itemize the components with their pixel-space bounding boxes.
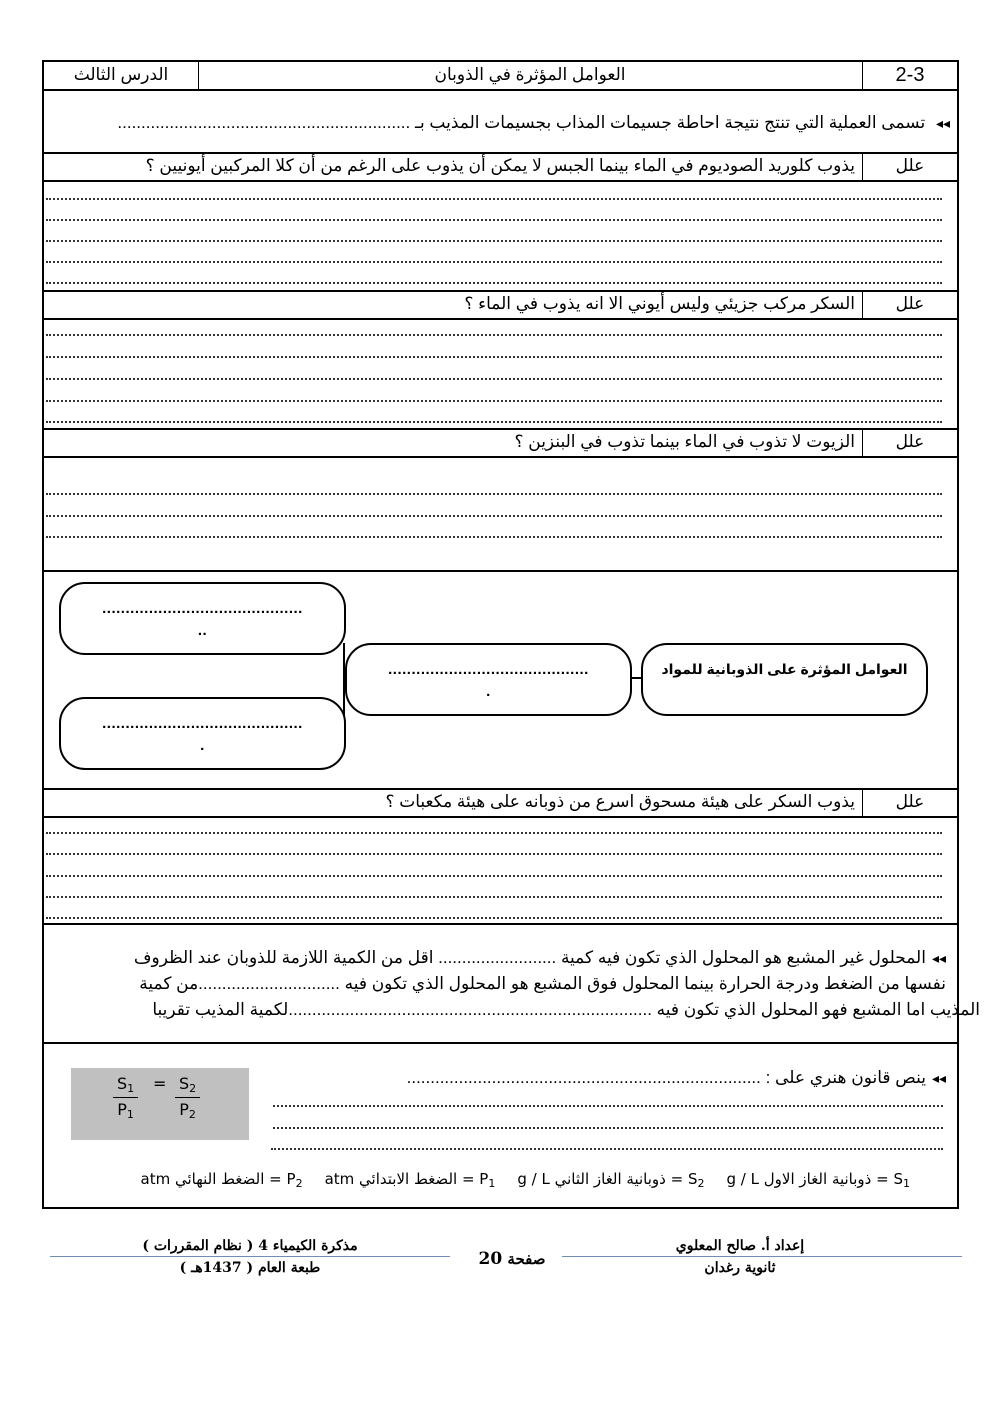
henry-law-prompt: [407, 1068, 946, 1088]
legend-item-p2: $P_2$ = الضغط النهائي atm: [140, 1170, 303, 1190]
lesson-number: 2-3: [895, 64, 925, 86]
legend-item-s1: $S_1$ = ذوبانية الغاز الاول g / L: [726, 1170, 910, 1190]
diagram-root-label: العوامل المؤثرة على الذوبانية للمواد: [661, 661, 908, 677]
footer-author: إعداد أ. صالح المعلوي: [675, 1238, 805, 1254]
answer-line: [46, 198, 942, 200]
answer-line: [46, 240, 942, 242]
section-divider: [42, 318, 959, 320]
paragraph-line-1: [134, 948, 946, 968]
double-arrow-bullet-icon: ◂◂: [935, 115, 950, 131]
fraction-s1-p1: $\frac{S_1}{P_1}$: [113, 1074, 138, 1121]
paragraph-text: المحلول غير المشبع هو المحلول الذي تكون فيه كمية ......................... اقل من الكمية اللازمة للذوبان عند الظروف: [133, 948, 926, 967]
henry-variables-legend: [90, 1170, 910, 1192]
answer-line: [46, 493, 942, 495]
diagram-root-node: [641, 643, 928, 716]
blank-dots: ...........................................: [102, 600, 303, 617]
answer-line: [273, 1127, 943, 1129]
blank-dots: ..: [197, 622, 208, 639]
header-divider: [42, 89, 959, 91]
answer-line: [46, 378, 942, 380]
double-arrow-bullet-icon: ◂◂: [931, 1070, 946, 1086]
section-divider: [42, 1042, 959, 1044]
answer-line: [46, 896, 942, 898]
blank-dots: .: [486, 683, 491, 700]
page-number: 20: [478, 1249, 503, 1269]
diagram-top-left-node[interactable]: [59, 582, 346, 655]
answer-line: [46, 875, 942, 877]
footer-rule-right: [562, 1256, 962, 1257]
fraction-s2-p2: $\frac{S_2}{P_2}$: [175, 1074, 200, 1121]
question-4-label: علل: [895, 792, 925, 811]
answer-line: [46, 334, 942, 336]
lesson-label: الدرس الثالث: [73, 65, 169, 84]
paragraph-line-3: المذيب اما المشبع فهو المحلول الذي تكون فيه .............................................................................لكمية المذيب تقريبا: [152, 1000, 980, 1019]
blank-dots: .: [200, 737, 205, 754]
question-1-label: علل: [895, 156, 925, 175]
section-divider: [42, 923, 959, 925]
answer-line: [46, 917, 942, 919]
question-1-text: يذوب كلوريد الصوديوم في الماء بينما الجبس لا يمكن أن يذوب على الرغم من أن كلا المركبين أيونيين ؟: [145, 156, 855, 175]
answer-line: [271, 1148, 943, 1150]
diagram-middle-node[interactable]: [345, 643, 632, 716]
section-divider: [42, 290, 959, 292]
section-divider: [42, 788, 959, 790]
page-title: العوامل المؤثرة في الذوبان: [434, 65, 626, 84]
section-divider: [42, 816, 959, 818]
blank-dots: ...........................................: [102, 715, 303, 732]
footer-page: [462, 1249, 562, 1269]
question-3-label: علل: [895, 432, 925, 451]
answer-line: [46, 536, 942, 538]
section-divider: [42, 428, 959, 430]
question-2-label: علل: [895, 294, 925, 313]
paragraph-line-2: نفسها من الضغط ودرجة الحرارة بينما المحلول فوق المشبع هو المحلول الذي تكون فيه ..............................من كمية: [139, 974, 946, 993]
answer-line: [46, 261, 942, 263]
henry-law-formula: [71, 1068, 249, 1140]
answer-line: [46, 219, 942, 221]
page-label: صفحة: [507, 1250, 546, 1268]
section-divider: [42, 570, 959, 572]
answer-line: [46, 832, 942, 834]
equals-sign: =: [153, 1074, 167, 1093]
footer-book-title: مذكرة الكيمياء 4 ( نظام المقررات ): [142, 1238, 358, 1254]
question-3-text: الزيوت لا تذوب في الماء بينما تذوب في البنزين ؟: [514, 432, 855, 451]
double-arrow-bullet-icon: ◂◂: [931, 950, 946, 966]
intro-question-text: تسمى العملية التي تنتج نتيجة احاطة جسيمات المذاب بجسيمات المذيب بـ ..............................................................: [117, 113, 926, 132]
answer-line: [46, 515, 942, 517]
answer-line: [46, 400, 942, 402]
section-divider: [42, 456, 959, 458]
footer-school: ثانوية رغدان: [704, 1260, 776, 1276]
question-4-text: يذوب السكر على هيئة مسحوق اسرع من ذوبانه على هيئة مكعبات ؟: [385, 792, 855, 811]
footer-edition: طبعة العام ( 1437هـ ): [179, 1260, 321, 1276]
section-divider: [42, 180, 959, 182]
legend-item-p1: $P_1$ = الضغط الابتدائي atm: [324, 1170, 496, 1190]
connector-line: [343, 643, 345, 718]
answer-line: [46, 421, 942, 423]
answer-line: [273, 1105, 943, 1107]
blank-dots: ...........................................: [388, 661, 589, 678]
answer-line: [46, 853, 942, 855]
section-divider: [42, 152, 959, 154]
answer-line: [46, 356, 942, 358]
footer-rule-left: [50, 1256, 450, 1257]
question-2-text: السكر مركب جزيئي وليس أيوني الا انه يذوب في الماء ؟: [464, 294, 855, 313]
diagram-bottom-left-node[interactable]: [59, 697, 346, 770]
henry-prompt-text: ينص قانون هنري على : ...........................................................................: [406, 1068, 926, 1087]
intro-question: [46, 113, 950, 133]
legend-item-s2: $S_2$ = ذوبانية الغاز الثاني g / L: [517, 1170, 705, 1190]
answer-line: [46, 282, 942, 284]
